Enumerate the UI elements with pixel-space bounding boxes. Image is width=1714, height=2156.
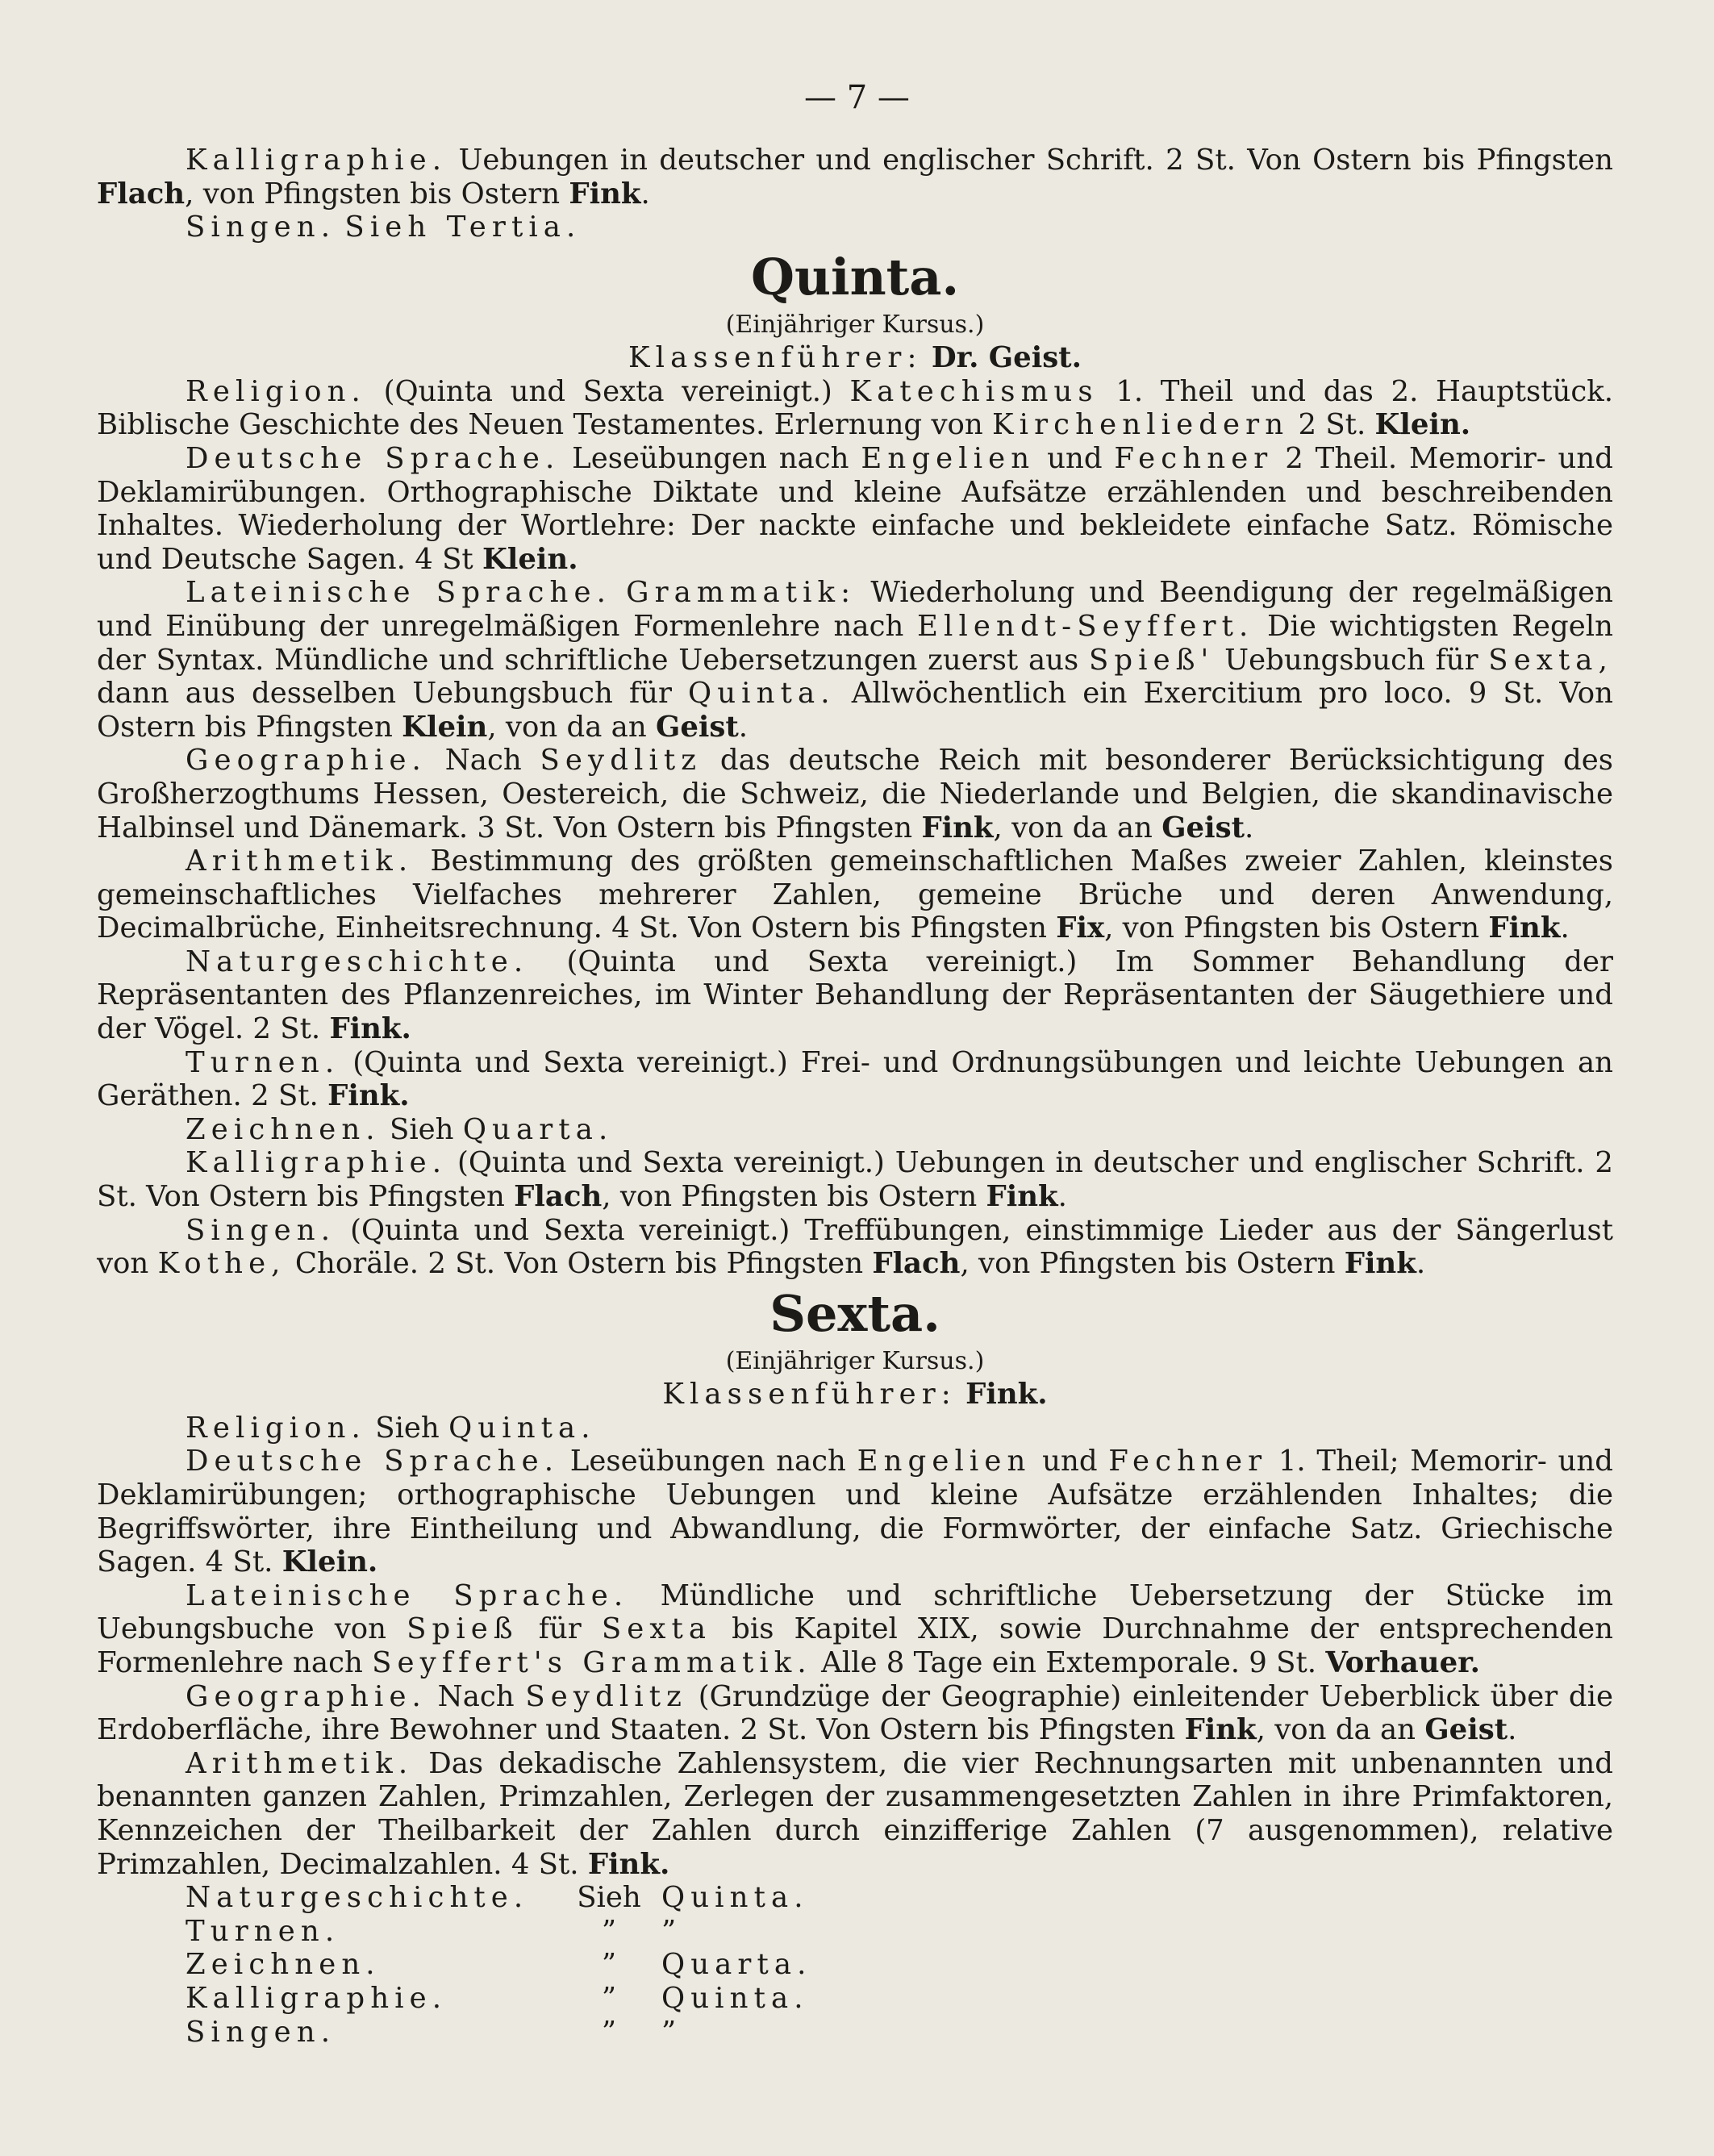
- quinta-singen: Singen. (Quinta und Sexta vereinigt.) Treffübungen, einstimmige Lieder aus der Sängerlust von Kothe, Choräle. 2 St. Von Ostern bis Pfingsten Flach, von Pfingsten bis Ostern Fink.: [97, 1213, 1614, 1281]
- section-title-sexta: Sexta.: [769, 1283, 940, 1343]
- subject-label: Deutsche Sprache.: [186, 1445, 560, 1478]
- teacher-name: Geist: [1424, 1713, 1508, 1747]
- tertia-singen: Singen. Sieh Tertia.: [186, 211, 582, 244]
- teacher-name: Klein.: [1374, 408, 1471, 442]
- page-content: [97, 144, 1613, 2049]
- kursus-note: (Einjähriger Kursus.): [725, 1346, 985, 1375]
- subject-label: Religion.: [186, 1411, 366, 1445]
- teacher-name: Klein.: [482, 542, 578, 576]
- subject-label: Geographie.: [186, 744, 427, 778]
- subject-label: Naturgeschichte.: [186, 945, 529, 978]
- quinta-deutsch: Deutsche Sprache. Leseübungen nach Engelien und Fechner 2 Theil. Memorir- und Deklamirübungen. Orthographische Diktate und kleine Aufsätze erzählenden und beschreibenden Inhaltes. Wiederholung der Wortlehre: Der nackte einfache und bekleidete einfache Satz. Römische und Deutsche Sagen. 4 St Klein.: [97, 441, 1613, 576]
- sexta-geographie: Geographie. Nach Seydlitz (Grundzüge der Geographie) einleitender Ueberblick über die Erdoberfläche, ihre Bewohner und Staaten. 2 St. Von Ostern bis Pfingsten Fink, von da an Geist.: [97, 1679, 1613, 1747]
- list-item: Singen. ” ”: [186, 2015, 682, 2049]
- quinta-turnen: Turnen. (Quinta und Sexta vereinigt.) Frei- und Ordnungsübungen und leichte Uebungen an Geräthen. 2 St. Fink.: [97, 1045, 1613, 1113]
- teacher-name: Fink.: [329, 1012, 411, 1046]
- sexta-deutsch: Deutsche Sprache. Leseübungen nach Engelien und Fechner 1. Theil; Memorir- und Deklamirübungen; orthographische Uebungen und kleine Aufsätze erzählenden Inhaltes; die Begriffswörter, ihre Eintheilung und Abwandlung, die Formwörter, der einfache Satz. Griechische Sagen. 4 St. Klein.: [97, 1445, 1613, 1579]
- teacher-name: Fink: [569, 177, 641, 211]
- teacher-name: Geist: [1161, 811, 1245, 844]
- subject-label: Arithmetik.: [186, 1746, 414, 1780]
- list-item: Kalligraphie. ” Quinta.: [186, 1981, 809, 2015]
- klassenfuehrer: Klassenführer: Dr. Geist.: [628, 340, 1082, 374]
- teacher-name: Dr. Geist.: [931, 340, 1082, 374]
- subject-label: Lateinische Sprache.: [186, 1578, 629, 1612]
- sexta-latein: Lateinische Sprache. Mündliche und schriftliche Uebersetzung der Stücke im Uebungsbuche von Spieß für Sexta bis Kapitel XIX, sowie Durchnahme der entsprechenden Formenlehre nach Seyffert's Grammatik. Alle 8 Tage ein Extemporale. 9 St. Vorhauer.: [97, 1578, 1613, 1679]
- teacher-name: Geist: [656, 710, 739, 744]
- teacher-name: Vorhauer.: [1325, 1645, 1480, 1679]
- subject-label: Kalligraphie.: [186, 144, 448, 177]
- sexta-ditto-list: [186, 1881, 812, 2049]
- subject-label: Lateinische Sprache.: [186, 576, 611, 610]
- teacher-name: Fink: [986, 1180, 1058, 1214]
- teacher-name: Fink: [1344, 1247, 1416, 1281]
- teacher-name: Flach: [514, 1180, 603, 1214]
- teacher-name: Fink: [1184, 1713, 1257, 1747]
- teacher-name: Fink: [921, 811, 994, 844]
- quinta-geographie: Geographie. Nach Seydlitz das deutsche Reich mit besonderer Berücksichtigung des Großherzogthums Hessen, Oestereich, die Schweiz, die Niederlande und Belgien, die skandinavische Halbinsel und Dänemark. 3 St. Von Ostern bis Pfingsten Fink, von da an Geist.: [97, 744, 1613, 844]
- teacher-name: Flach: [872, 1247, 961, 1281]
- subject-label: Zeichnen.: [186, 1112, 381, 1146]
- list-item: Naturgeschichte. Sieh Quinta.: [186, 1881, 809, 1915]
- kursus-note: (Einjähriger Kursus.): [725, 310, 985, 339]
- list-item: Turnen. ” ”: [186, 1914, 682, 1948]
- klassenfuehrer: Klassenführer: Fink.: [662, 1377, 1048, 1411]
- page-number: — 7 —: [804, 79, 910, 116]
- subject-label: Kalligraphie.: [186, 1146, 448, 1180]
- quinta-zeichnen: Zeichnen. Sieh Quarta.: [186, 1112, 614, 1146]
- list-item: Zeichnen. ” Quarta.: [186, 1948, 812, 1982]
- subject-label: Deutsche Sprache.: [186, 441, 561, 475]
- teacher-name: Fink.: [965, 1377, 1048, 1411]
- quinta-religion: Religion. (Quinta und Sexta vereinigt.) Katechismus 1. Theil und das 2. Hauptstück. Biblische Geschichte des Neuen Testamentes. Erlernung von Kirchenliedern 2 St. Klein.: [97, 374, 1614, 442]
- teacher-name: Klein: [402, 710, 488, 744]
- subject-label: Singen.: [186, 1213, 336, 1247]
- sexta-religion: Religion. Sieh Quinta.: [186, 1411, 596, 1445]
- section-title-quinta: Quinta.: [750, 247, 960, 307]
- subject-label: Geographie.: [186, 1679, 427, 1713]
- teacher-name: Fink.: [327, 1079, 410, 1113]
- teacher-name: Fink.: [587, 1847, 670, 1881]
- quinta-latein: Lateinische Sprache. Grammatik: Wiederholung und Beendigung der regelmäßigen und Einübung der unregelmäßigen Formenlehre nach Ellendt-Seyffert. Die wichtigsten Regeln der Syntax. Mündliche und schriftliche Uebersetzungen zuerst aus Spieß' Uebungsbuch für Sexta, dann aus desselben Uebungsbuch für Quinta. Allwöchentlich ein Exercitium pro loco. 9 St. Von Ostern bis Pfingsten Klein, von da an Geist.: [97, 576, 1614, 744]
- teacher-name: Klein.: [281, 1545, 378, 1579]
- sexta-arithmetik: Arithmetik. Das dekadische Zahlensystem, die vier Rechnungsarten mit unbenannten und benannten ganzen Zahlen, Primzahlen, Zerlegen der zusammengesetzten Zahlen in ihre Primfaktoren, Kennzeichen der Theilbarkeit der Zahlen durch einzifferige Zahlen (7 ausgenommen), relative Primzahlen, Decimalzahlen. 4 St. Fink.: [97, 1746, 1613, 1881]
- subject-label: Turnen.: [186, 1045, 340, 1079]
- tertia-kalligraphie: Kalligraphie. Uebungen in deutscher und englischer Schrift. 2 St. Von Ostern bis Pfingsten Flach, von Pfingsten bis Ostern Fink.: [97, 144, 1613, 211]
- subject-label: Singen.: [186, 211, 336, 244]
- subject-label: Religion.: [186, 374, 366, 408]
- subject-label: Arithmetik.: [186, 844, 414, 878]
- quinta-kalligraphie: Kalligraphie. (Quinta und Sexta vereinigt.) Uebungen in deutscher und englischer Schrift. 2 St. Von Ostern bis Pfingsten Flach, von Pfingsten bis Ostern Fink.: [97, 1146, 1613, 1214]
- teacher-name: Flach: [97, 177, 186, 211]
- teacher-name: Fix: [1056, 911, 1105, 945]
- teacher-name: Fink: [1488, 911, 1561, 945]
- quinta-naturgeschichte: Naturgeschichte. (Quinta und Sexta vereinigt.) Im Sommer Behandlung der Repräsentanten des Pflanzenreiches, im Winter Behandlung der Repräsentanten der Säugethiere und der Vögel. 2 St. Fink.: [97, 945, 1613, 1046]
- quinta-arithmetik: Arithmetik. Bestimmung des größten gemeinschaftlichen Maßes zweier Zahlen, kleinstes gemeinschaftliches Vielfaches mehrerer Zahlen, gemeine Brüche und deren Anwendung, Decimalbrüche, Einheitsrechnung. 4 St. Von Ostern bis Pfingsten Fix, von Pfingsten bis Ostern Fink.: [97, 844, 1613, 945]
